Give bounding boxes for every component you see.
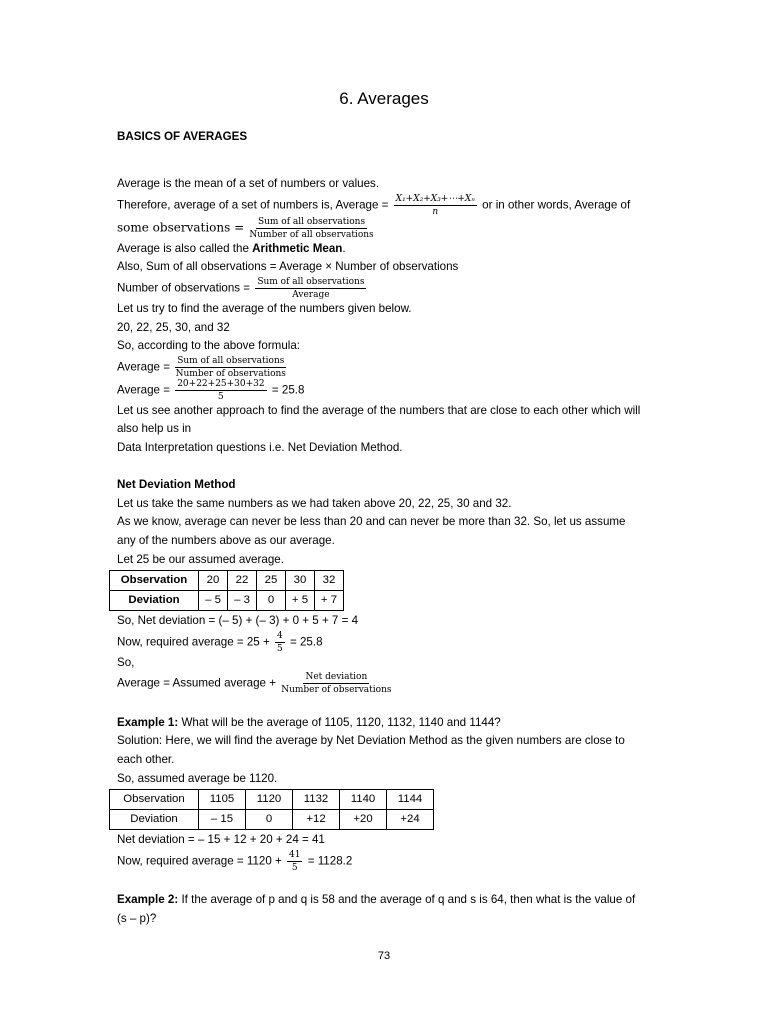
page-title: 6. Averages [339, 89, 429, 108]
text-line: Now, required average = 1120 + $\frac{41}{5}$ = 1128.2 [117, 849, 353, 873]
table-cell: 1105 [199, 790, 246, 810]
text-line: Average = $\frac{20+22+25+30+32}{5}$ = 25.8 [117, 378, 305, 402]
formula-fraction: $\frac{4}{5}$ [277, 630, 283, 654]
text-line: Let 25 be our assumed average. [117, 552, 284, 566]
table-cell: – 5 [199, 591, 228, 611]
table-cell: 30 [286, 571, 315, 591]
text-line: Data Interpretation questions i.e. Net Deviation Method. [117, 440, 403, 454]
table-cell: +24 [387, 810, 434, 830]
section-heading: BASICS OF AVERAGES [117, 130, 248, 143]
table-cell: 25 [257, 571, 286, 591]
text-line: So, according to the above formula: [117, 339, 301, 353]
table-cell: 1144 [387, 790, 434, 810]
table-header-cell: Deviation [110, 810, 199, 830]
deviation-table [109, 570, 344, 611]
term-arithmetic-mean: Arithmetic Mean [252, 241, 343, 255]
text-line: Average is also called the Arithmetic Mean. [117, 241, 346, 255]
subheading-net-deviation: Net Deviation Method [117, 478, 236, 492]
table-cell: +20 [340, 810, 387, 830]
page-number: 73 [377, 950, 391, 962]
formula-fraction: $\frac{20+22+25+30+32}{5}$ [177, 378, 265, 402]
formula-fraction: $\frac{\text{Sum of all observations}}{\text{Average}}$ [257, 276, 365, 300]
text-line: Number of observations = $\frac{\text{Sum of all observations}}{\text{Average}}$ [117, 276, 365, 300]
formula-fraction: $\frac{\text{Sum of all observations}}{\text{Number of all observations}}$ [249, 216, 374, 240]
text-line: Average = Assumed average + $\frac{\text{Net deviation}}{\text{Number of observations}}$ [117, 672, 392, 696]
table-row [110, 810, 434, 830]
table-row [110, 790, 434, 810]
table-cell: 0 [257, 591, 286, 611]
formula-fraction: $\frac{\text{Net deviation}}{\text{Number of observations}}$ [281, 672, 392, 696]
example-2-question: Example 2: If the average of p and q is 58 and the average of q and s is 64, then what is the value of (s – p)? [117, 893, 636, 926]
table-cell: 1140 [340, 790, 387, 810]
text-line: Also, Sum of all observations = Average × Number of observations [117, 260, 459, 274]
text-line: Average = $\frac{\text{Sum of all observations}}{\text{Number of observations}}$ [117, 355, 286, 379]
text-line: As we know, average can never be less than 20 and can never be more than 32. So, let us assume any of the numbers above as our average. [117, 515, 626, 547]
table-cell: 20 [199, 571, 228, 591]
formula-fraction: $\frac{41}{5}$ [289, 849, 301, 873]
table-cell: 32 [315, 571, 344, 591]
text-line: Net deviation = – 15 + 12 + 20 + 24 = 41 [117, 833, 325, 847]
text-line: So, [117, 655, 135, 669]
text-line: Now, required average = 25 + $\frac{4}{5}$ = 25.8 [117, 630, 323, 654]
text-line: Average is the mean of a set of numbers or values. [117, 177, 380, 191]
table-row [110, 591, 344, 611]
example-1-question: Example 1: What will be the average of 1105, 1120, 1132, 1140 and 1144? [117, 715, 501, 729]
formula-fraction: $\frac{\text{X₁+X₂+X₃+⋯+Xₙ}}{n}$ [395, 193, 475, 217]
table-cell: 1132 [293, 790, 340, 810]
text-line: Let us see another approach to find the average of the numbers that are close to each other which will also help us in [117, 403, 641, 436]
formula-fraction: $\frac{\text{Sum of all observations}}{\text{Number of observations}}$ [175, 355, 286, 379]
text-line: So, Net deviation = (– 5) + (– 3) + 0 + 5 + 7 = 4 [117, 614, 359, 628]
table-cell: 22 [228, 571, 257, 591]
table-cell: + 5 [286, 591, 315, 611]
table-cell: 1120 [246, 790, 293, 810]
text-line: Therefore, average of a set of numbers is, Average = $\frac{\text{X₁+X₂+X₃+⋯+Xₙ}}{n}$ or in other words, Average of [117, 193, 631, 217]
table-header-cell: Observation [110, 571, 199, 591]
table-cell: – 3 [228, 591, 257, 611]
text-line: So, assumed average be 1120. [117, 771, 278, 785]
table-cell: + 7 [315, 591, 344, 611]
table-header-cell: Observation [110, 790, 199, 810]
example-1-table [109, 789, 434, 830]
text-line: Solution: Here, we will find the average by Net Deviation Method as the given numbers are close to each other. [117, 734, 625, 767]
page-content [117, 128, 647, 929]
text-line: Let us try to find the average of the numbers given below. [117, 301, 412, 315]
table-row [110, 571, 344, 591]
text-line: Let us take the same numbers as we had taken above 20, 22, 25, 30 and 32. [117, 496, 512, 510]
table-header-cell: Deviation [110, 591, 199, 611]
table-cell: 0 [246, 810, 293, 830]
table-cell: – 15 [199, 810, 246, 830]
text-line: 20, 22, 25, 30, and 32 [117, 320, 230, 334]
table-cell: +12 [293, 810, 340, 830]
text-line: some observations = $\frac{\text{Sum of all observations}}{\text{Number of all observations}}$ [117, 216, 374, 240]
